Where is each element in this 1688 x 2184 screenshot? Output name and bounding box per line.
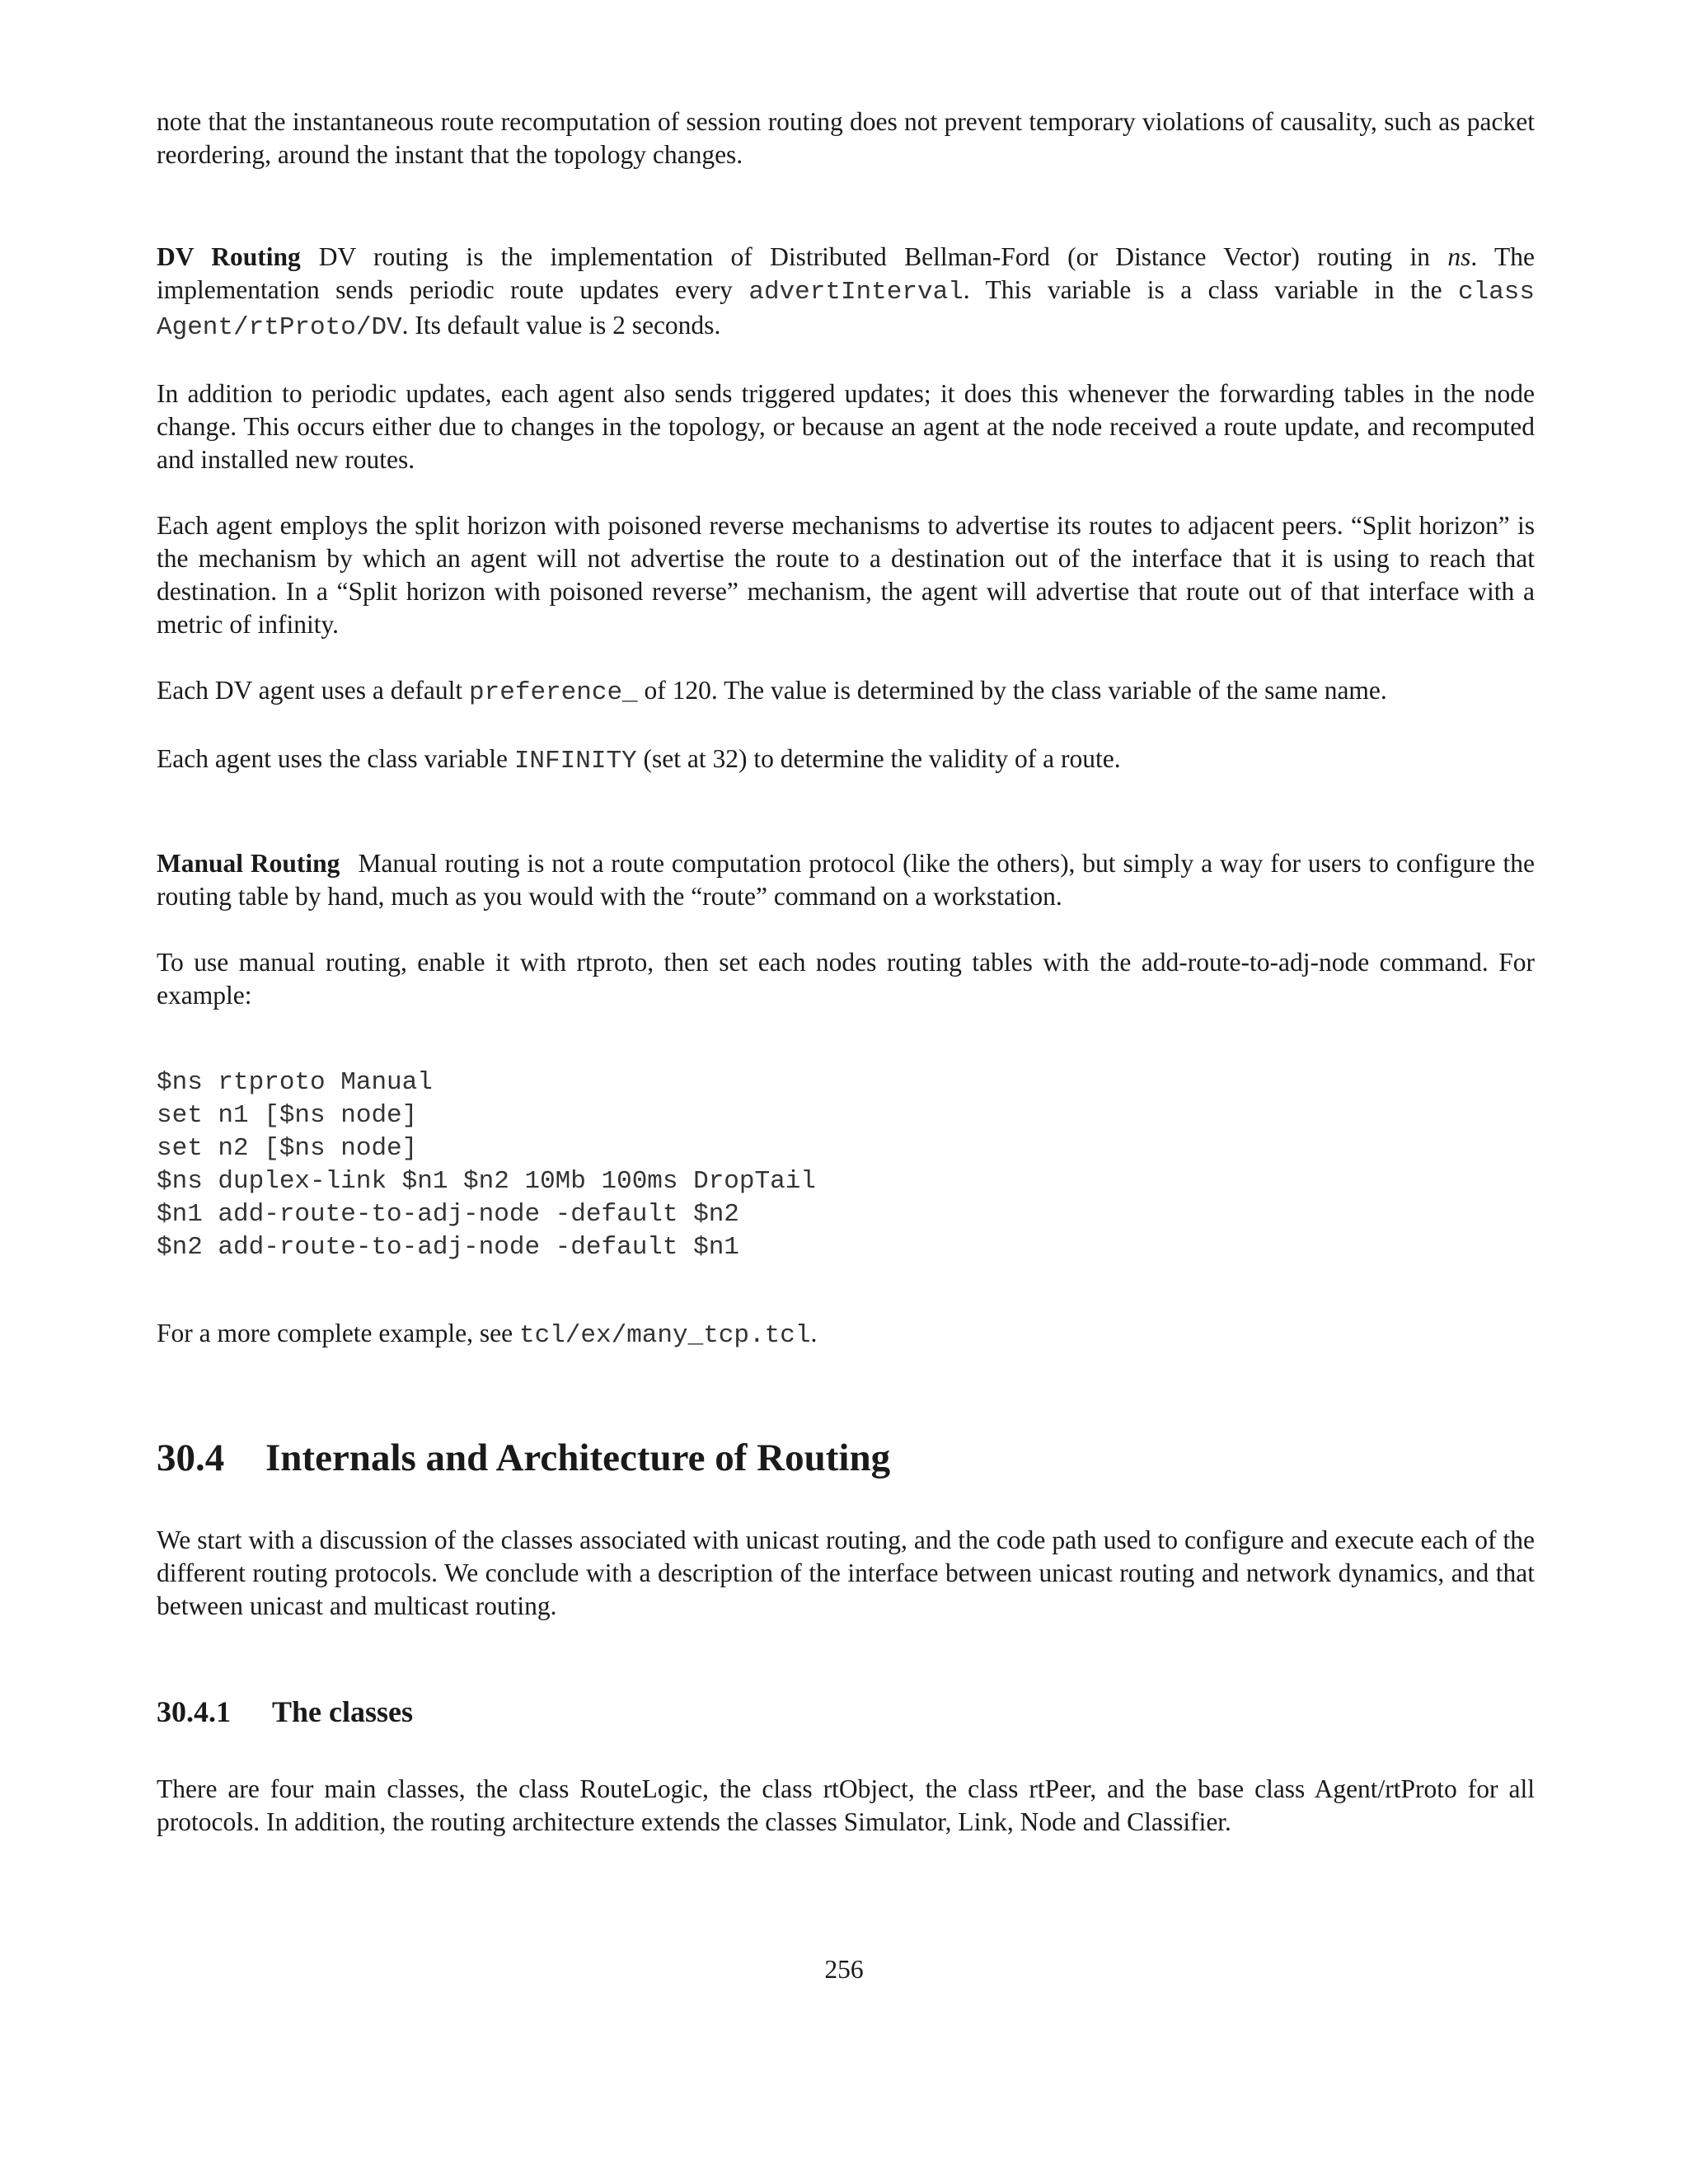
intro-paragraph: note that the instantaneous route recomputation of session routing does not prevent temporary violations of causality, such as packet reordering, around the instant that the topology changes. [157,107,1535,169]
section-paragraph: We start with a discussion of the classes associated with unicast routing, and the code path used to configure and execute each of the different routing protocols. We conclude with a description of the interface between unicast routing and network dynamics, and that between unicast and multicast routing. [157,1526,1535,1620]
subsection-number: 30.4.1 [157,1695,231,1728]
code-line: $n1 add-route-to-adj-node -default $n2 [157,1200,739,1229]
dv-routing-heading: DV Routing [157,242,301,271]
section-title: Internals and Architecture of Routing [265,1436,891,1479]
example-path-code: tcl/ex/many_tcp.tcl [518,1321,811,1350]
ns-italic: ns [1447,242,1471,271]
manual-paragraph-1: Manual Routing Manual routing is not a route computation protocol (like the others), but simply a way for users to configure the routing table by hand, much as you would with the “route” command on a workstation. [157,849,1535,911]
dv-paragraph-4: Each DV agent uses a default preference_ of 120. The value is determined by the class variable of the same name. [157,676,1387,707]
subsection-paragraph: There are four main classes, the class RouteLogic, the class rtObject, the class rtPeer, and the base class Agent/rtProto for all protocols. In addition, the routing architecture extends the classes Simulator, Link, Node and Classifier. [157,1774,1535,1836]
code-example [157,1066,1535,1264]
dv-paragraph-2: In addition to periodic updates, each agent also sends triggered updates; it does this whenever the forwarding tables in the node change. This occurs either due to changes in the topology, or because an agent at the node received a route update, and recomputed and installed new routes. [157,379,1535,474]
subsection-heading [157,1694,1535,1730]
infinity-code: INFINITY [513,747,637,776]
subsection-title: The classes [272,1695,413,1728]
code-line: set n2 [$ns node] [157,1134,418,1163]
section-heading [157,1435,1535,1481]
dv-paragraph-1: DV Routing DV routing is the implementation of Distributed Bellman-Ford (or Distance Vector) routing in ns. The implementation sends periodic route updates every advertInterval. This variable is a class variable in the class Agent/rtProto/DV. Its default value is 2 seconds. [157,242,1535,342]
dv-paragraph-3: Each agent employs the split horizon with poisoned reverse mechanisms to advertise its routes to adjacent peers. “Split horizon” is the mechanism by which an agent will not advertise the route to a destination out of the interface that it is using to reach that destination. In a “Split horizon with poisoned reverse” mechanism, the agent will advertise that route out of that interface with a metric of infinity. [157,511,1535,639]
code-line: $ns duplex-link $n1 $n2 10Mb 100ms DropTail [157,1167,816,1196]
manual-paragraph-3: For a more complete example, see tcl/ex/many_tcp.tcl. [157,1319,818,1350]
page-body [157,105,1535,1839]
code-line: $n2 add-route-to-adj-node -default $n1 [157,1233,739,1262]
manual-routing-heading: Manual Routing [157,849,340,878]
advert-interval-code: advertInterval [748,278,964,307]
dv-paragraph-5: Each agent uses the class variable INFINITY (set at 32) to determine the validity of a route. [157,744,1121,776]
preference-code: preference_ [469,678,638,707]
dv-class-code: class Agent/rtProto/DV [157,278,1535,342]
section-number: 30.4 [157,1436,225,1479]
code-line: $ns rtproto Manual [157,1068,433,1097]
page-number: 256 [824,1955,864,1984]
manual-paragraph-2: To use manual routing, enable it with rtproto, then set each nodes routing tables with the add-route-to-adj-node command. For example: [157,948,1535,1010]
code-line: set n1 [$ns node] [157,1101,418,1130]
